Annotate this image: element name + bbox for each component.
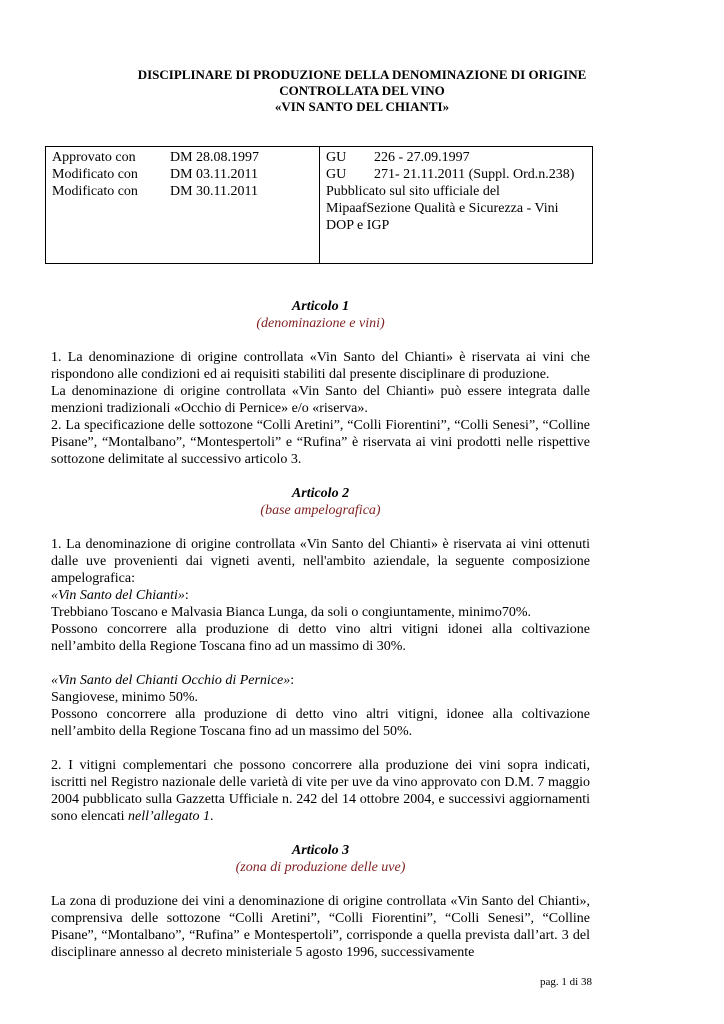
title-line-1: DISCIPLINARE DI PRODUZIONE DELLA DENOMINAZIONE DI ORIGINE: [137, 67, 587, 82]
page-number: pag. 1 di 38: [540, 976, 592, 988]
gazette-row: [326, 166, 586, 183]
document-body: [51, 298, 590, 961]
approval-decrees-column: [46, 147, 320, 263]
article-3-subtitle: (zona di produzione delle uve): [235, 860, 406, 875]
article-2-paragraph: 1. La denominazione di origine controllata «Vin Santo del Chianti» è riservata ai vini ottenuti dalle uve provenienti dai vigneti aventi, nell'ambito aziendale, la seguente composizione ampelografica:: [51, 537, 590, 586]
wine-type-label: «Vin Santo del Chianti»:: [51, 588, 189, 603]
approval-label: Modificato con: [52, 167, 138, 182]
gazette-row: [326, 149, 586, 166]
approval-value: DM 03.11.2011: [170, 167, 259, 182]
article-2-paragraph: 2. I vitigni complementari che possono concorrere alla produzione dei vini sopra indicati, iscritti nel Registro nazionale delle varietà di vite per uve da vino approvato con D.M. 7 maggio 2004 pubblicato sulla Gazzetta Ufficiale n. 242 del 14 ottobre 2004, e successivi aggiornamenti sono elencati nell’allegato 1.: [51, 758, 590, 824]
gazette-column: [320, 147, 592, 263]
grape-composition: Trebbiano Toscano e Malvasia Bianca Lunga, da soli o congiuntamente, minimo70%.: [51, 605, 531, 620]
document-title: [0, 67, 724, 115]
approval-table: [45, 146, 593, 264]
title-line-3: «VIN SANTO DEL CHIANTI»: [274, 99, 450, 114]
article-1-paragraph: 2. La specificazione delle sottozone “Colli Aretini”, “Colli Fiorentini”, “Colli Senesi”, “Colline Pisane”, “Montalbano”, “Montespertoli” e “Rufina” è riservata ai vini prodotti nelle rispettive sottozone delimitate al successivo articolo 3.: [51, 418, 590, 467]
approval-value: DM 28.08.1997: [170, 150, 260, 165]
article-2-subtitle: (base ampelografica): [260, 503, 381, 518]
article-1-subtitle: (denominazione e vini): [256, 316, 385, 331]
grape-others: Possono concorrere alla produzione di detto vino altri vitigni, idonee alla coltivazione nell’ambito della Regione Toscana fino ad un massimo del 50%.: [51, 707, 590, 739]
article-1-paragraph: 1. La denominazione di origine controllata «Vin Santo del Chianti» è riservata ai vini che rispondono alle condizioni ed ai requisiti stabiliti dal presente disciplinare di produzione.: [51, 350, 590, 382]
title-line-2: CONTROLLATA DEL VINO: [279, 83, 445, 98]
article-2-heading: Articolo 2: [291, 486, 350, 501]
approval-value: DM 30.11.2011: [170, 184, 259, 199]
approval-row: [52, 166, 313, 183]
article-3-heading: Articolo 3: [291, 843, 350, 858]
article-3-paragraph: La zona di produzione dei vini a denominazione di origine controllata «Vin Santo del Chianti», comprensiva delle sottozone “Colli Aretini”, “Colli Fiorentini”, “Colli Senesi”, “Colline Pisane”, “Montalbano”, “Rufina” e Montespertoli”, corrisponde a quella prevista dall’art. 3 del disciplinare annesso al decreto ministeriale 5 agosto 1996, successivamente: [51, 894, 590, 960]
approval-label: Modificato con: [52, 184, 138, 199]
article-1-heading: Articolo 1: [291, 299, 350, 314]
gazette-value: 271- 21.11.2011 (Suppl. Ord.n.238): [374, 167, 575, 182]
article-1-paragraph: La denominazione di origine controllata «Vin Santo del Chianti» può essere integrata dalle menzioni tradizionali «Occhio di Pernice» e/o «riserva».: [51, 384, 590, 416]
grape-composition: Sangiovese, minimo 50%.: [51, 690, 198, 705]
publication-note: Pubblicato sul sito ufficiale del MipaafSezione Qualità e Sicurezza - Vini DOP e IGP: [326, 184, 559, 233]
grape-others: Possono concorrere alla produzione di detto vino altri vitigni idonei alla coltivazione nell’ambito della Regione Toscana fino ad un massimo di 30%.: [51, 622, 590, 654]
wine-type-label: «Vin Santo del Chianti Occhio di Pernice»:: [51, 673, 295, 688]
gazette-label: GU: [326, 150, 347, 165]
gazette-label: GU: [326, 167, 347, 182]
approval-row: [52, 183, 313, 200]
approval-label: Approvato con: [52, 150, 136, 165]
gazette-value: 226 - 27.09.1997: [374, 150, 470, 165]
approval-row: [52, 149, 313, 166]
